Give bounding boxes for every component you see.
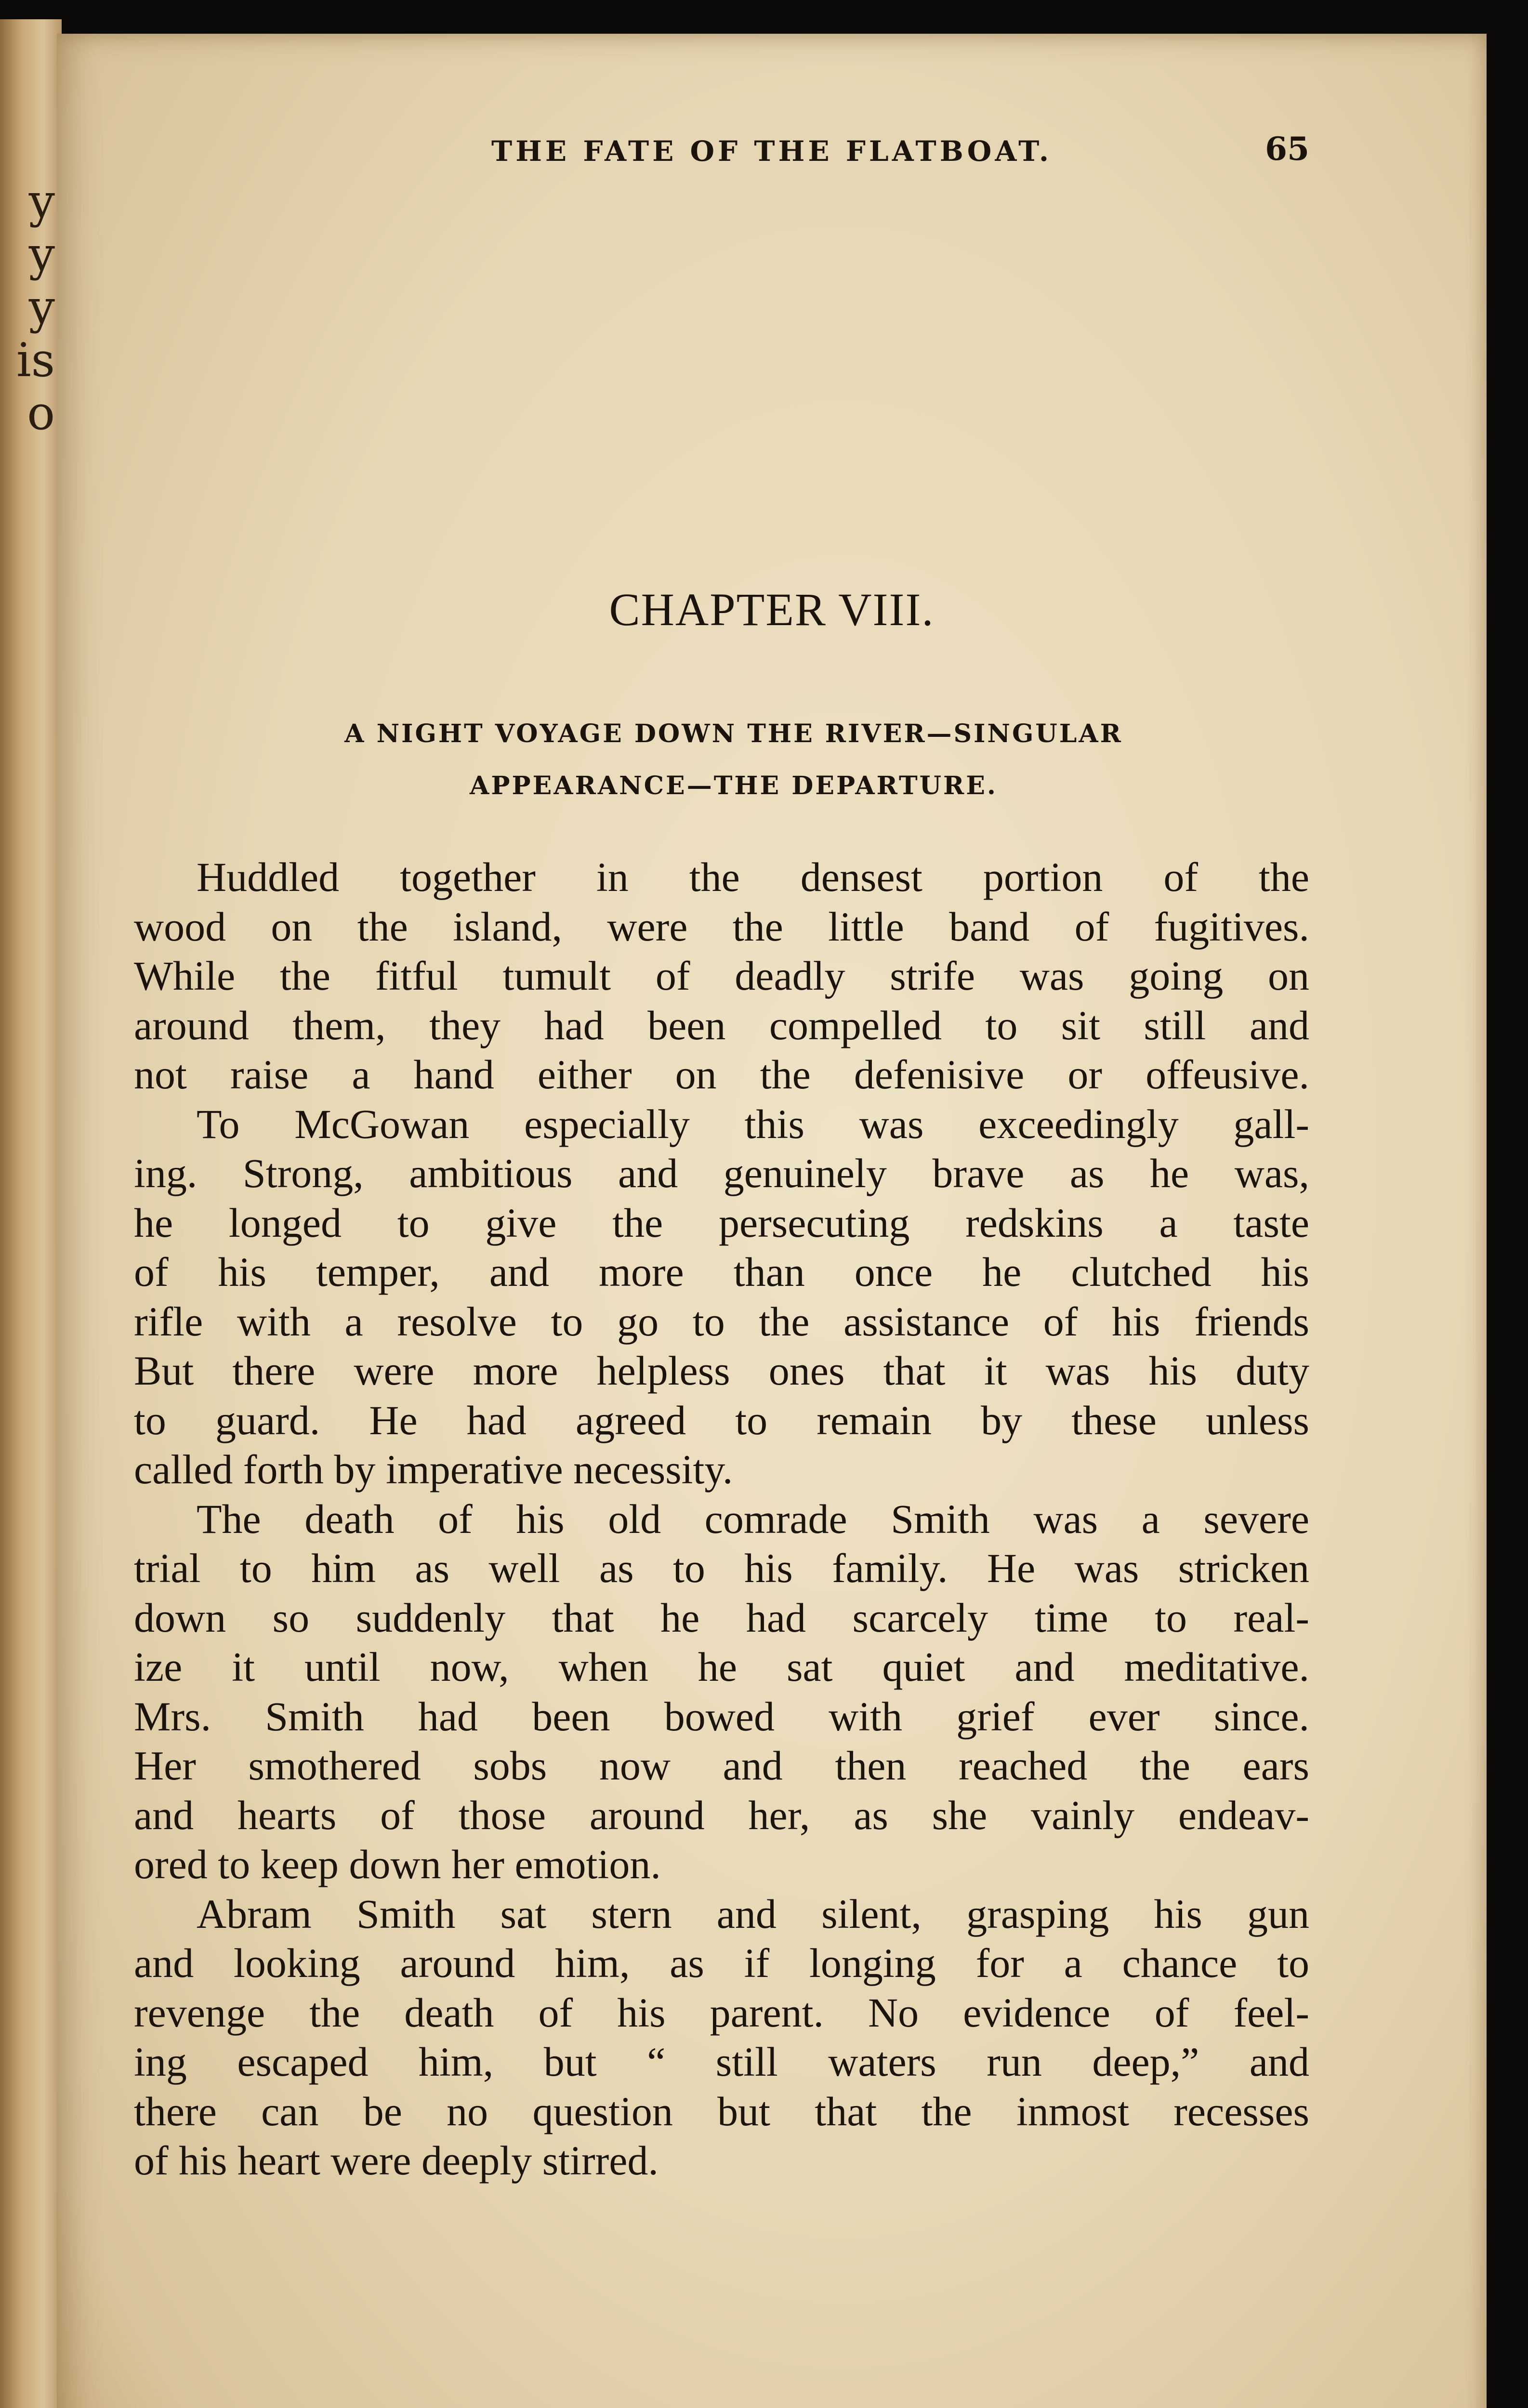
text-line: ize it until now, when he sat quiet and meditative. <box>134 1644 1309 1690</box>
body-text <box>134 852 1309 2186</box>
facing-page-fragment: o <box>27 386 55 440</box>
text-line: down so suddenly that he had scarcely time to real- <box>134 1594 1309 1641</box>
text-line: ing. Strong, ambitious and genuinely brave as he was, <box>134 1150 1309 1196</box>
facing-page-fragment: y <box>28 174 55 228</box>
page-number: 65 <box>1265 130 1309 168</box>
text-line: Mrs. Smith had been bowed with grief ever since. <box>134 1693 1309 1740</box>
facing-page-fragment: y <box>28 227 55 281</box>
text-line: he longed to give the persecuting redskins a taste <box>134 1199 1309 1246</box>
text-line: ored to keep down her emotion. <box>134 1841 661 1887</box>
running-head: THE FATE OF THE FLATBOAT. <box>491 135 1053 168</box>
text-line: called forth by imperative necessity. <box>134 1446 733 1492</box>
text-line: revenge the death of his parent. No evidence of feel- <box>134 1989 1309 2036</box>
text-line: Her smothered sobs now and then reached the ears <box>134 1742 1309 1789</box>
book-page <box>57 34 1487 2408</box>
text-line: The death of his old comrade Smith was a severe <box>197 1495 1309 1542</box>
text-line: wood on the island, were the little band of fugitives. <box>134 903 1309 950</box>
text-line: But there were more helpless ones that it was his duty <box>134 1348 1309 1394</box>
text-line: rifle with a resolve to go to the assistance of his friends <box>134 1298 1309 1345</box>
chapter-summary-line: APPEARANCE—THE DEPARTURE. <box>470 771 998 800</box>
text-line: Huddled together in the densest portion of the <box>197 854 1309 900</box>
text-line: Abram Smith sat stern and silent, grasping his gun <box>197 1890 1309 1937</box>
text-line: not raise a hand either on the defenisive or offeusive. <box>134 1051 1309 1098</box>
text-line: to guard. He had agreed to remain by these unless <box>134 1397 1309 1443</box>
chapter-title: CHAPTER VIII. <box>609 584 935 635</box>
facing-page-edge <box>0 19 62 2408</box>
text-line: around them, they had been compelled to sit still and <box>134 1002 1309 1048</box>
text-line: ing escaped him, but “ still waters run deep,” and <box>134 2039 1309 2085</box>
text-line: trial to him as well as to his family. He was stricken <box>134 1545 1309 1591</box>
facing-page-fragment: y <box>28 280 55 334</box>
text-line: there can be no question but that the inmost recesses <box>134 2088 1309 2134</box>
chapter-summary <box>153 708 1314 812</box>
text-line: To McGowan especially this was exceedingly gall- <box>197 1100 1309 1147</box>
facing-page-fragment: is <box>16 333 55 387</box>
text-line: and hearts of those around her, as she vainly endeav- <box>134 1792 1309 1838</box>
text-line: While the fitful tumult of deadly strife was going on <box>134 953 1309 999</box>
text-line: of his heart were deeply stirred. <box>134 2137 659 2184</box>
chapter-summary-line: A NIGHT VOYAGE DOWN THE RIVER—SINGULAR <box>344 719 1123 748</box>
text-line: of his temper, and more than once he clutched his <box>134 1249 1309 1295</box>
text-line: and looking around him, as if longing for a chance to <box>134 1940 1309 1986</box>
